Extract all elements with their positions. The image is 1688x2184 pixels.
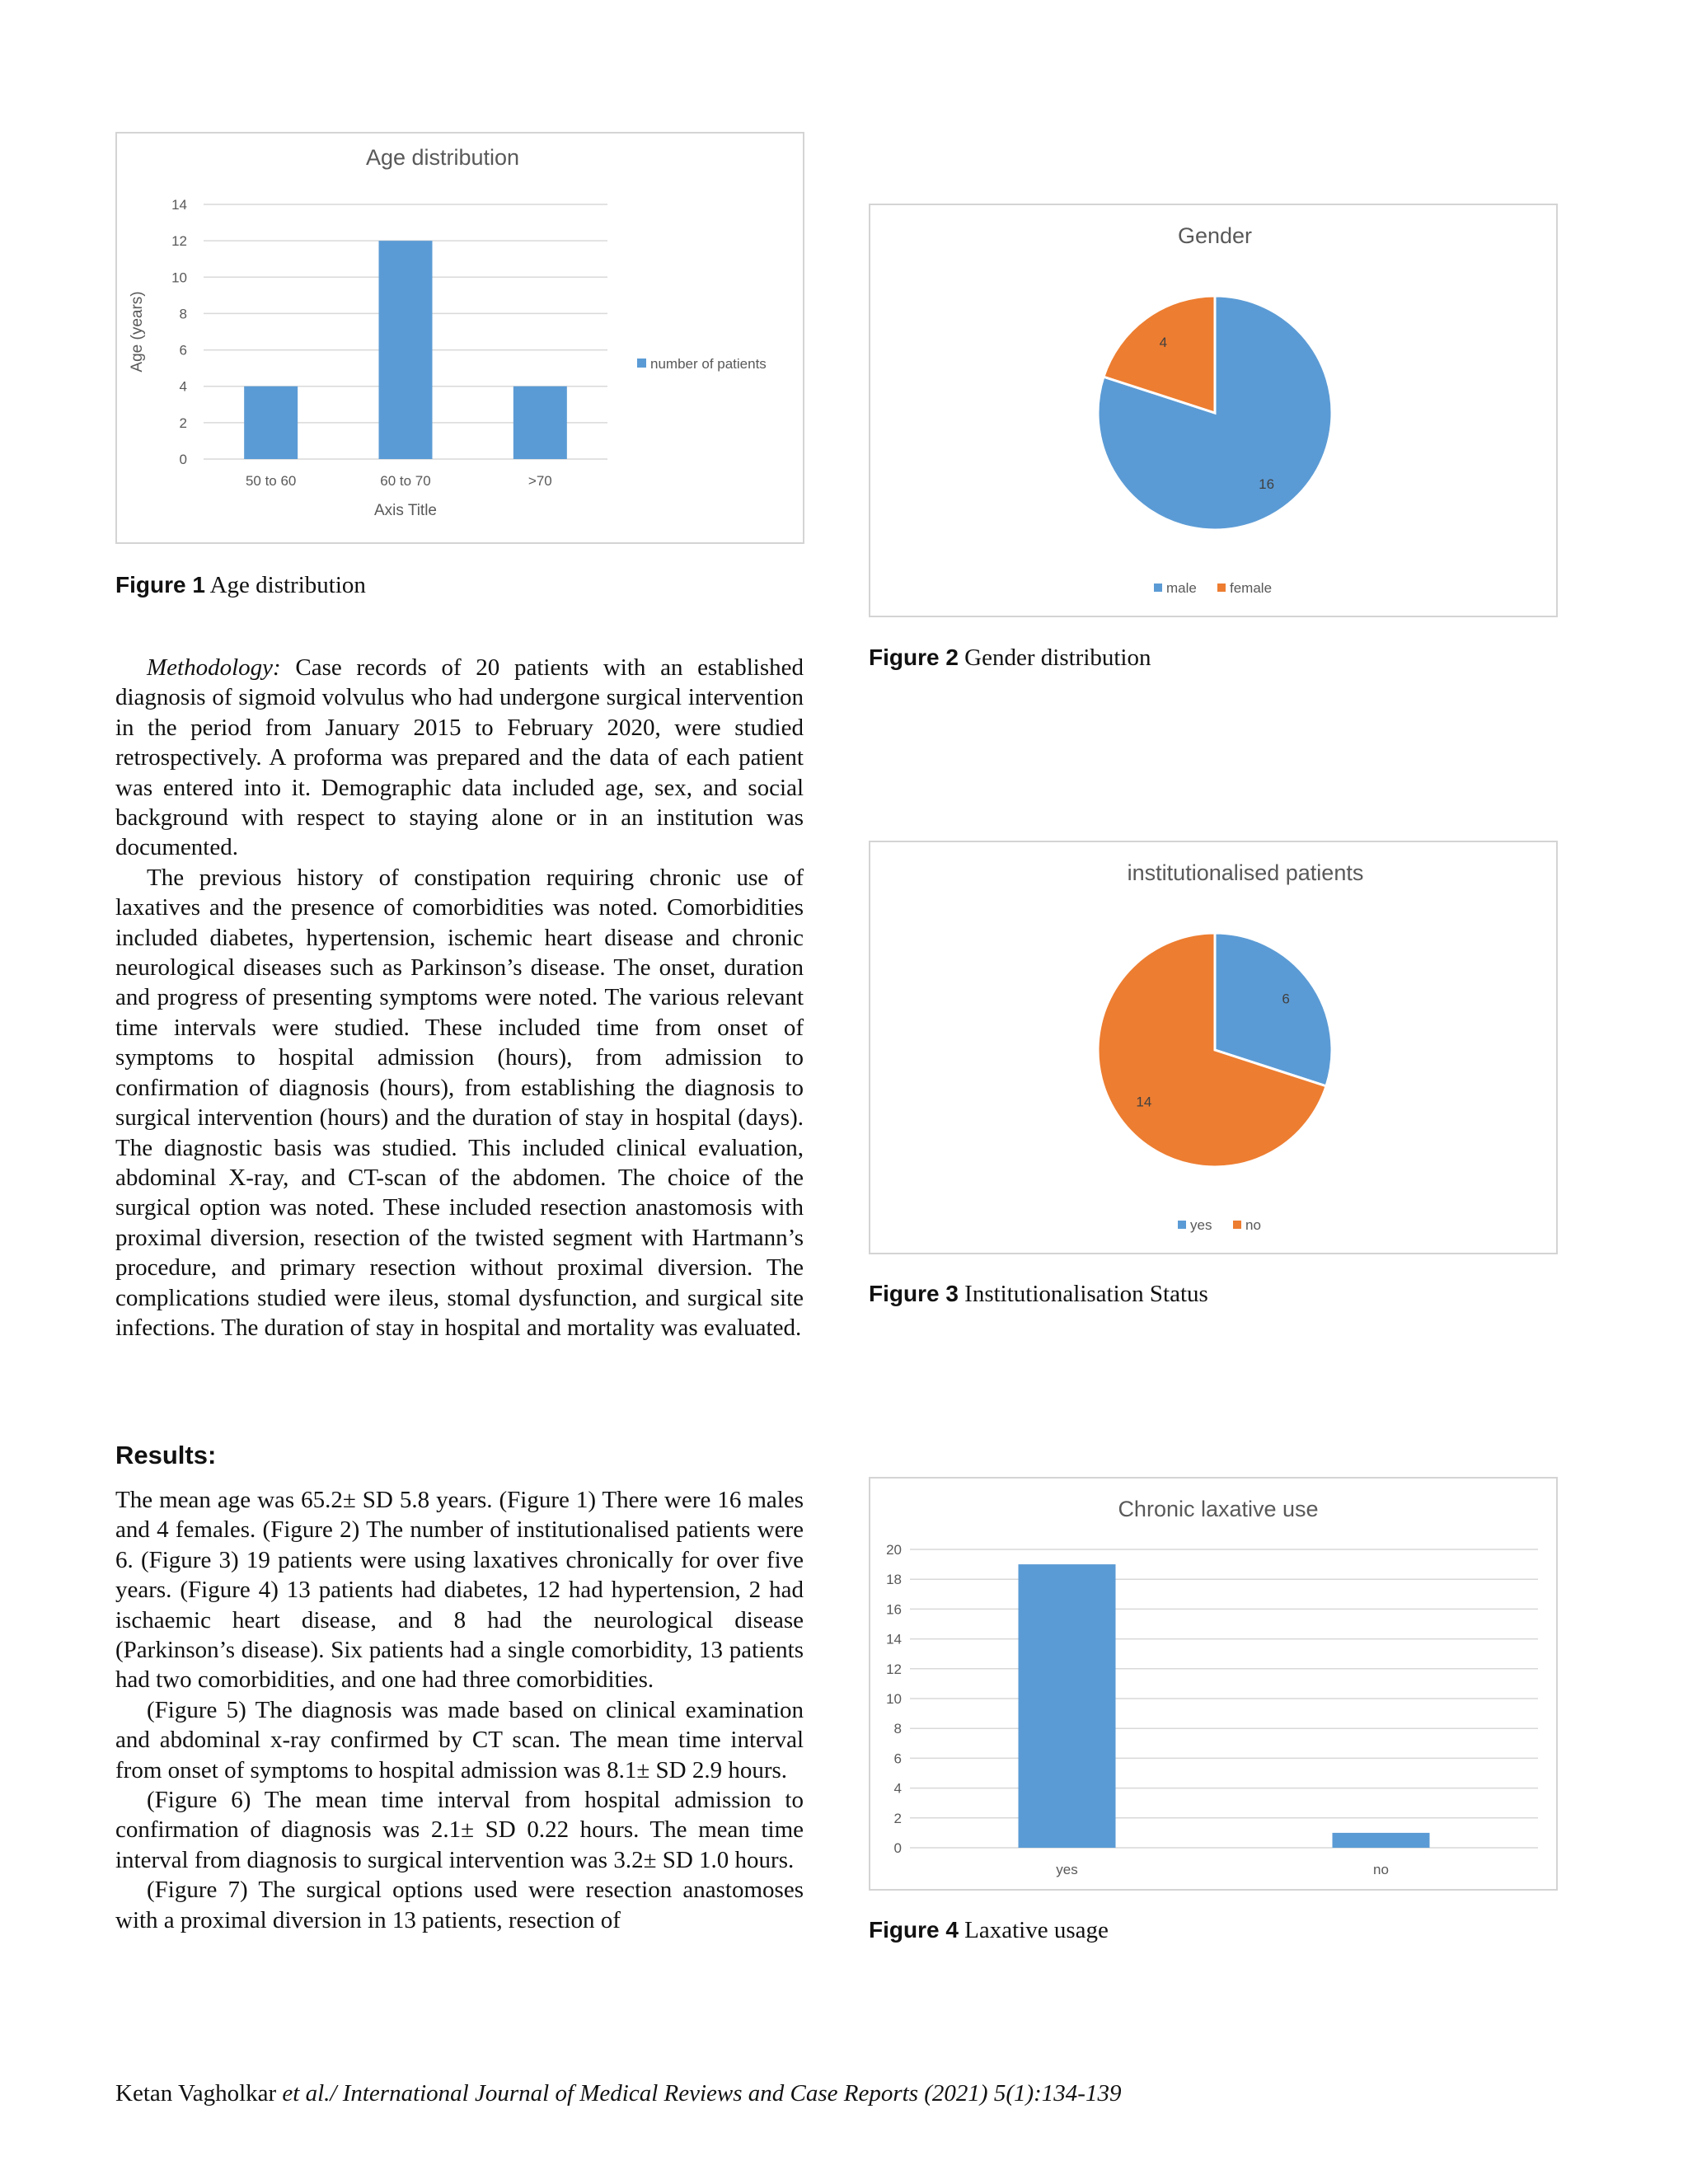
legend-label-male: male	[1166, 580, 1197, 596]
figure1-caption-label: Figure 1	[115, 572, 205, 598]
figure3-chart	[869, 841, 1558, 1254]
y-tick-label: 10	[886, 1691, 902, 1707]
bar--70	[513, 387, 567, 459]
y-axis-label: Age (years)	[129, 291, 146, 373]
methodology-lead: Methodology:	[147, 654, 281, 681]
y-tick-label: 16	[886, 1601, 902, 1618]
chart-title: Gender	[1177, 223, 1253, 248]
legend-swatch	[637, 359, 646, 368]
methodology-p1-text: Case records of 20 patients with an established diagnosis of sigmoid volvulus who had undergone surgical intervention in the period from January 2015 to February 2020, were studied retrospectively. A proforma was prepared and the data of each patient was entered into it. Demographic data included age, sex, and social background with respect to staying alone or in an institution was documented.	[115, 654, 804, 861]
results-paragraph-3: (Figure 6) The mean time interval from hospital admission to confirmation of diagnosis was 2.1± SD 0.22 hours. The mean time interval from diagnosis to surgical intervention was 3.2± SD 1.0 hours.	[115, 1787, 804, 1873]
results-paragraph-4: (Figure 7) The surgical options used were resection anastomoses with a proximal diversion in 13 patients, resection of	[115, 1877, 804, 1933]
figure2-caption-label: Figure 2	[869, 644, 959, 670]
figure3-caption	[869, 1279, 1208, 1309]
y-tick-label: 14	[886, 1631, 902, 1647]
y-tick-label: 4	[179, 378, 187, 395]
chart-title: Chronic laxative use	[1118, 1497, 1319, 1521]
y-tick-label: 2	[893, 1810, 902, 1826]
figure4-caption-label: Figure 4	[869, 1917, 959, 1943]
y-tick-label: 0	[179, 452, 187, 467]
results-paragraph-2: (Figure 5) The diagnosis was made based on clinical examination and abdominal x-ray confirmed by CT scan. The mean time interval from onset of symptoms to hospital admission was 8.1± SD 2.9 hours.	[115, 1696, 804, 1783]
results-heading: Results:	[115, 1441, 217, 1469]
footer-author: Ketan Vagholkar	[115, 2080, 283, 2107]
x-tick-label: yes	[1056, 1862, 1078, 1877]
x-tick-label: 60 to 70	[380, 473, 431, 489]
figure3-caption-text: Institutionalisation Status	[964, 1281, 1208, 1307]
data-label: 6	[1282, 991, 1290, 1007]
figure1-caption	[115, 570, 366, 600]
y-tick-label: 14	[171, 197, 187, 213]
figure4-caption	[869, 1915, 1109, 1945]
data-label: 16	[1259, 476, 1275, 493]
y-tick-label: 10	[171, 269, 187, 286]
figure4-caption-text: Laxative usage	[964, 1917, 1109, 1943]
y-tick-label: 0	[893, 1840, 902, 1856]
figure1-chart	[115, 132, 804, 544]
y-tick-label: 6	[893, 1750, 902, 1767]
figure4-svg	[870, 1479, 1559, 1892]
legend-swatch-yes	[1178, 1221, 1186, 1229]
y-tick-label: 12	[886, 1661, 902, 1677]
bar-60-to-70	[379, 241, 433, 459]
figure2-caption-text: Gender distribution	[964, 644, 1151, 671]
x-tick-label: 50 to 60	[245, 473, 297, 489]
footer-journal: et al./ International Journal of Medical Reviews and Case Reports (2021) 5(1):134-139	[282, 2080, 1122, 2107]
x-tick-label: >70	[528, 473, 552, 489]
legend-swatch-no	[1233, 1221, 1241, 1229]
legend-label-no: no	[1245, 1217, 1261, 1233]
y-tick-label: 12	[171, 233, 187, 250]
chart-title: Age distribution	[365, 145, 520, 170]
legend-label: number of patients	[650, 356, 767, 372]
results-paragraph-1: The mean age was 65.2± SD 5.8 years. (Figure 1) There were 16 males and 4 females. (Figure 2) The number of institutionalised patients were 6. (Figure 3) 19 patients were using laxatives chronically for over five years. (Figure 4) 13 patients had diabetes, 12 had hypertension, 2 had ischaemic heart disease, and 8 had the neurological disease (Parkinson’s disease). Six patients had a single comorbidity, 13 patients had two comorbidities, and one had three comorbidities.	[115, 1487, 804, 1694]
x-axis-label: Axis Title	[373, 502, 438, 519]
legend-swatch-male	[1154, 583, 1162, 592]
methodology-paragraph-1	[115, 653, 804, 863]
legend-label-female: female	[1230, 580, 1273, 596]
bar-50-to-60	[244, 387, 298, 459]
methodology-section	[115, 653, 804, 1343]
methodology-paragraph-2: The previous history of constipation requiring chronic use of laxatives and the presence of comorbidities was noted. Comorbidities included diabetes, hypertension, ischemic heart disease and chronic neurological diseases such as Parkinson’s disease. The onset, duration and progress of presenting symptoms were noted. The various relevant time intervals were studied. These included time from onset of symptoms to hospital admission (hours), from admission to confirmation of diagnosis (hours), from establishing the diagnosis to surgical intervention (hours) and the duration of stay in hospital (days). The diagnostic basis was studied. This included clinical evaluation, abdominal X-ray, and CT-scan of the abdomen. The choice of the surgical option was noted. These included resection anastomosis with proximal diversion, resection of the twisted segment with Hartmann’s procedure, and primary resection without proximal diversion. The complications studied were ileus, stomal dysfunction, and surgical site infections. The duration of stay in hospital and mortality was evaluated.	[115, 864, 804, 1341]
figure2-chart	[869, 204, 1558, 617]
y-tick-label: 8	[179, 306, 187, 322]
figure3-caption-label: Figure 3	[869, 1281, 959, 1306]
legend-swatch-female	[1217, 583, 1226, 592]
footer-citation	[115, 2080, 1121, 2107]
bar-no	[1333, 1833, 1430, 1848]
data-label: 14	[1136, 1094, 1152, 1110]
bar-yes	[1019, 1564, 1116, 1848]
y-tick-label: 18	[886, 1572, 902, 1588]
figure1-caption-text: Age distribution	[209, 572, 366, 598]
figure1-svg	[117, 134, 806, 546]
figure2-caption	[869, 643, 1151, 673]
y-tick-label: 6	[179, 342, 187, 359]
data-label: 4	[1159, 334, 1168, 350]
figure4-chart	[869, 1477, 1558, 1891]
figure3-svg	[870, 842, 1559, 1256]
figure2-svg	[870, 205, 1559, 619]
legend-label-yes: yes	[1190, 1217, 1212, 1233]
y-tick-label: 20	[886, 1542, 902, 1558]
y-tick-label: 2	[179, 415, 187, 431]
chart-title: institutionalised patients	[1127, 860, 1364, 885]
y-tick-label: 4	[893, 1780, 902, 1797]
x-tick-label: no	[1373, 1862, 1389, 1877]
results-section	[115, 1485, 804, 1935]
y-tick-label: 8	[893, 1721, 902, 1737]
